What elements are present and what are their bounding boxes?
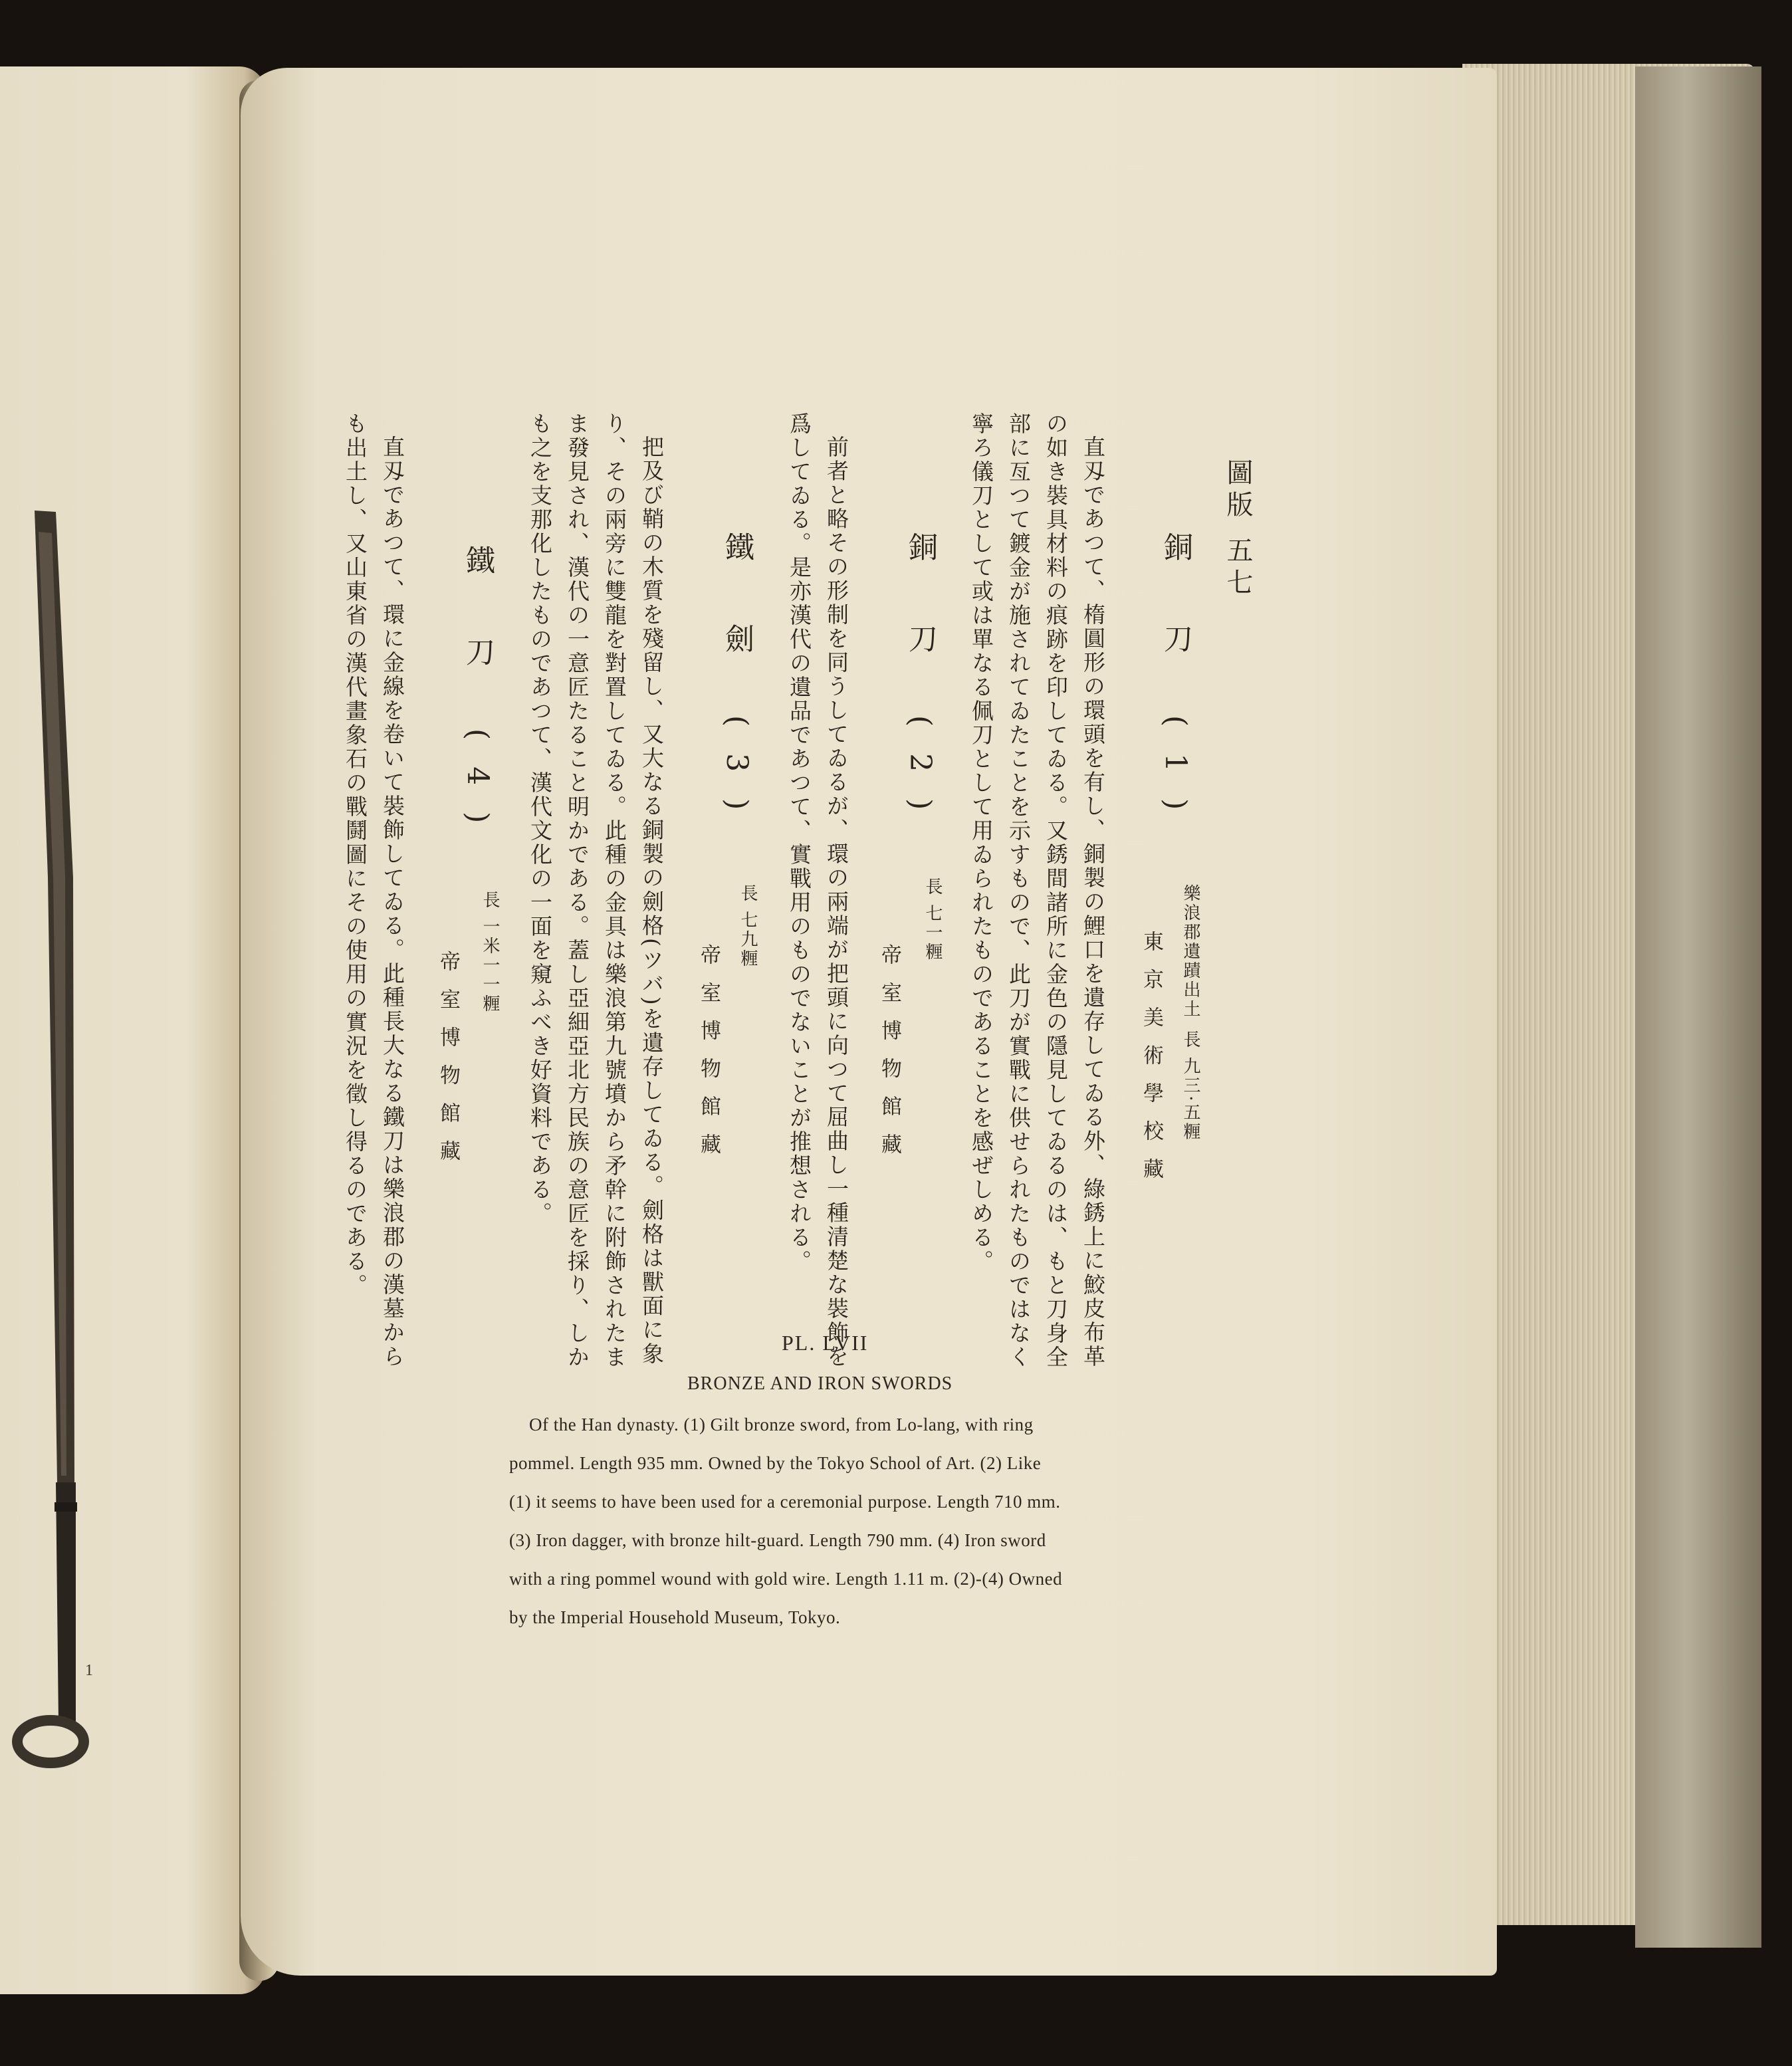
english-line-1: Of the Han dynasty. (1) Gilt bronze sword, from Lo-lang, with ring [529, 1415, 1034, 1435]
item1-line-4: 寧ろ儀刀として或は單なる佩刀として用ゐられたものであることを感ぜしめる。 [968, 412, 994, 1274]
english-title: BRONZE AND IRON SWORDS [687, 1373, 953, 1394]
item4-line-1: 直刄であつて、環に金線を卷いて裝飾してゐる。此種長大なる鐵刀は樂浪郡の漢墓から [380, 435, 405, 1369]
item4-length: 長 一米一一糎 [480, 891, 500, 1014]
item4-owner: 帝室博物館藏 [436, 951, 460, 1178]
item2-title: 銅 刀 (2) [903, 532, 937, 837]
english-line-3: (1) it seems to have been used for a ceremonial purpose. Length 710 mm. [509, 1492, 1061, 1512]
plate-heading: 圖版 五七 [1222, 459, 1253, 600]
item1-owner: 東京美術學校藏 [1139, 931, 1163, 1196]
item4-title: 鐵 刀 (4) [461, 545, 495, 850]
item2-line-1: 前者と略その形制を同うしてゐるが、環の兩端が把頭に向つて屈曲し一種清楚な裝飾を [824, 435, 849, 1369]
english-line-6: by the Imperial Household Museum, Tokyo. [509, 1607, 841, 1627]
iron-sword-photo [9, 505, 89, 1781]
english-line-2: pommel. Length 935 mm. Owned by the Tokyo School of Art. (2) Like [509, 1453, 1042, 1473]
item3-line-1: 把及び鞘の木質を殘留し、又大なる銅製の劍格(ツバ)を遺存してゐる。劍格は獸面に象 [639, 435, 665, 1366]
item1-line-2: の如き裝具材料の痕跡を印してゐる。又銹間諸所に金色の隱見してゐるのは、もと刀身全 [1043, 412, 1069, 1369]
book-cover-edge [1635, 66, 1761, 1948]
item3-length: 長 七九糎 [738, 884, 758, 969]
item2-length: 長 七一糎 [923, 877, 943, 963]
right-page [241, 68, 1497, 1976]
item2-line-2: 爲してゐる。是亦漢代の遺品であつて、實戰用のものでないことが推想される。 [786, 412, 812, 1274]
english-line-4: (3) Iron dagger, with bronze hilt-guard. Length 790 mm. (4) Iron sword [509, 1530, 1046, 1550]
item3-owner: 帝室博物館藏 [697, 944, 721, 1171]
item1-line-3: 部に亙つて鍍金が施されてゐたことを示すもので、此刀が實戰に供せられたものではなく [1006, 412, 1032, 1369]
left-page [0, 66, 266, 1994]
item4-line-2: も出土し、又山東省の漢代畫象石の戰鬪圖にその使用の實況を徵し得るのである。 [342, 412, 368, 1298]
item3-line-2: り、その兩旁に雙龍を對置してゐる。此種の金具は樂浪第九號墳から矛幹に附飾されたま [602, 412, 627, 1369]
item1-provenance: 樂浪郡遺蹟出土 [1180, 884, 1200, 1019]
plate-number: 1 [85, 1662, 93, 1679]
english-plate-number: PL. LVII [782, 1331, 869, 1355]
item3-line-4: も之を支那化したものであつて、漢代文化の一面を窺ふべき好資料である。 [527, 412, 553, 1226]
item1-length: 長 九三·五糎 [1180, 1030, 1200, 1142]
item3-line-3: ま發見され、漢代の一意匠たること明かである。蓋し亞細亞北方民族の意匠を採り、しか [564, 412, 590, 1369]
item3-title: 鐵 劍 (3) [720, 532, 754, 837]
item1-title: 銅 刀 (1) [1159, 532, 1192, 837]
item1-line-1: 直刄であつて、楕圓形の環頭を有し、銅製の鯉口を遺存してゐる外、綠銹上に鮫皮布革 [1080, 435, 1106, 1369]
english-line-5: with a ring pommel wound with gold wire. Length 1.11 m. (2)-(4) Owned [509, 1569, 1063, 1589]
item2-owner: 帝室博物館藏 [877, 944, 901, 1171]
